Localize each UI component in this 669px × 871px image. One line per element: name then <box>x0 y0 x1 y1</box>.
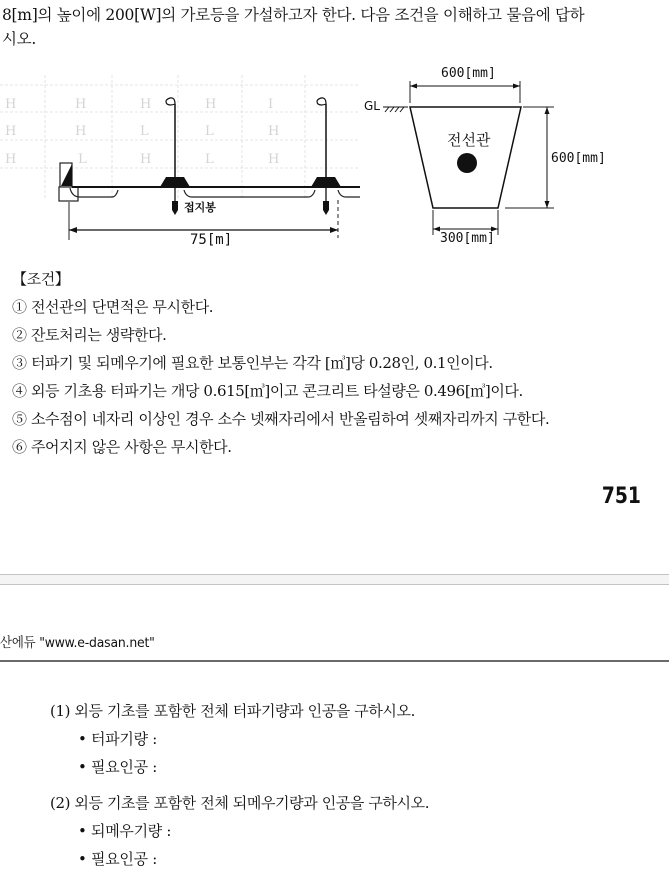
page-header: 산에듀 "www.e-dasan.net" <box>0 635 155 651</box>
conditions-section <box>12 265 549 461</box>
svg-text:H: H <box>5 124 17 139</box>
condition-item: ② 잔토처리는 생략한다. <box>12 326 167 344</box>
svg-text:H: H <box>75 124 87 139</box>
svg-text:L: L <box>78 152 87 167</box>
sub-question-title: (1) 외등 기초를 포함한 전체 터파기량과 인공을 구하시오. <box>50 702 415 720</box>
sub-question-1 <box>50 699 415 779</box>
trench-section-svg <box>350 55 669 255</box>
answer-field-backfill: • 되메우기량 : <box>78 822 172 840</box>
header-rule <box>0 660 669 662</box>
sub-question-2 <box>50 791 429 871</box>
svg-text:L: L <box>205 152 214 167</box>
condition-item: ⑥ 주어지지 않은 사항은 무시한다. <box>12 438 232 456</box>
svg-text:L: L <box>205 124 214 139</box>
street-light-diagram <box>0 60 360 260</box>
svg-text:H: H <box>75 97 87 112</box>
ground-rod-label: 접지봉 <box>184 201 216 214</box>
answer-field-labor: • 필요인공 : <box>78 850 157 868</box>
svg-text:H: H <box>5 152 17 167</box>
span-label: 75[m] <box>190 232 233 248</box>
ground-level-label: GL <box>364 99 380 113</box>
svg-text:H: H <box>5 97 17 112</box>
svg-text:L: L <box>140 124 149 139</box>
page-separator <box>0 574 669 585</box>
condition-item: ① 전선관의 단면적은 무시한다. <box>12 298 214 316</box>
svg-text:I: I <box>268 97 274 112</box>
condition-item: ⑤ 소수점이 네자리 이상인 경우 소수 넷째자리에서 반올림하여 셋째자리까지 구한다. <box>12 410 550 428</box>
top-width-label: 600[mm] <box>441 66 496 81</box>
answer-field-labor: • 필요인공 : <box>78 758 157 776</box>
svg-text:H: H <box>268 124 280 139</box>
conditions-heading: 【조건】 <box>12 270 70 288</box>
question-text <box>2 3 668 51</box>
svg-text:H: H <box>140 97 152 112</box>
answer-field-excavation: • 터파기량 : <box>78 730 157 748</box>
svg-text:H: H <box>268 152 280 167</box>
condition-item: ④ 외등 기초용 터파기는 개당 0.615[㎥]이고 콘크리트 타설량은 0.496[㎥]이다. <box>12 382 523 400</box>
svg-text:H: H <box>205 97 217 112</box>
svg-text:H: H <box>140 152 152 167</box>
street-light-svg <box>0 60 360 260</box>
question-line-1: 8[m]의 높이에 200[W]의 가로등을 가설하고자 한다. 다음 조건을 이해하고 물음에 답하 <box>2 6 585 24</box>
height-label: 600[mm] <box>551 151 606 166</box>
trench-section-diagram <box>350 55 669 255</box>
conduit-label: 전선관 <box>447 131 491 149</box>
condition-item: ③ 터파기 및 되메우기에 필요한 보통인부는 각각 [㎥]당 0.28인, 0.1인이다. <box>12 354 493 372</box>
bottom-width-label: 300[mm] <box>440 231 495 246</box>
sub-question-title: (2) 외등 기초를 포함한 전체 되메우기량과 인공을 구하시오. <box>50 794 430 812</box>
page-number: 751 <box>601 484 641 509</box>
question-line-2: 시오. <box>2 30 36 48</box>
